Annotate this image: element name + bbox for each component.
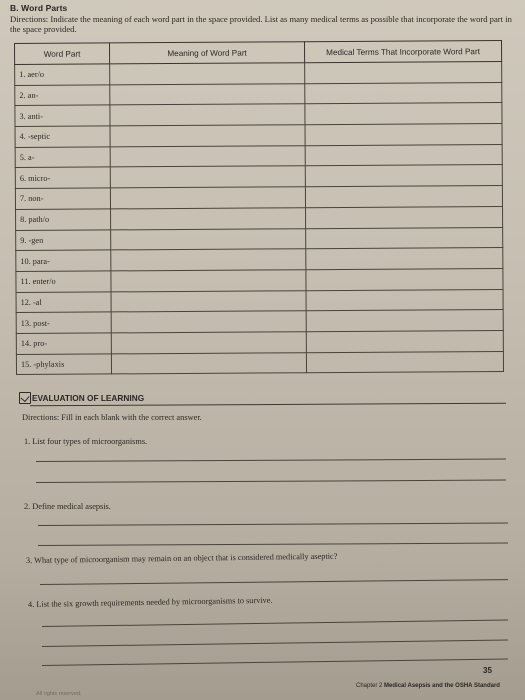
table-row <box>16 330 503 354</box>
table-row <box>15 82 502 106</box>
terms-cell[interactable] <box>306 227 503 249</box>
terms-cell[interactable] <box>305 62 502 84</box>
answer-line[interactable] <box>42 619 508 627</box>
word-part-cell: 15. -phylaxis <box>16 354 111 375</box>
terms-cell[interactable] <box>306 330 503 352</box>
word-part-cell: 5. a- <box>15 147 110 168</box>
word-part-cell: 11. enter/o <box>16 271 111 292</box>
terms-cell[interactable] <box>305 124 502 146</box>
word-part-cell: 14. pro- <box>16 333 111 354</box>
table-row <box>16 310 503 334</box>
chapter-footer <box>356 683 500 689</box>
directions-text: Indicate the meaning of each word part in the space provided. List as many medical terms as possible that incorporate the word part in the space provided. <box>10 14 512 34</box>
table-row <box>15 62 502 86</box>
table-row <box>16 227 503 251</box>
terms-cell[interactable] <box>306 310 503 332</box>
evaluation-title: EVALUATION OF LEARNING <box>32 393 145 403</box>
table-row <box>15 186 502 210</box>
question-1: 1. List four types of microorganisms. <box>24 437 148 446</box>
word-part-cell: 6. micro- <box>15 167 110 188</box>
table-row <box>16 248 503 272</box>
terms-cell[interactable] <box>305 165 502 187</box>
question-2: 2. Define medical asepsis. <box>24 502 111 511</box>
evaluation-rule <box>30 403 506 406</box>
table-row <box>15 144 502 168</box>
word-part-cell: 10. para- <box>16 250 111 271</box>
header-meaning: Meaning of Word Part <box>110 42 305 64</box>
terms-cell[interactable] <box>305 103 502 125</box>
table-row <box>15 124 502 148</box>
terms-cell[interactable] <box>306 351 503 373</box>
answer-line[interactable] <box>42 658 508 666</box>
word-part-cell: 7. non- <box>15 188 110 209</box>
terms-cell[interactable] <box>306 289 503 311</box>
evaluation-directions: Directions: Fill in each blank with the correct answer. <box>22 413 202 422</box>
meaning-cell[interactable] <box>111 311 306 333</box>
question-3: 3. What type of microorganism may remain on an object that is considered medically aseptic? <box>25 551 338 565</box>
answer-line[interactable] <box>40 579 508 585</box>
header-medical-terms: Medical Terms That Incorporate Word Part <box>304 41 501 63</box>
answer-line[interactable] <box>38 523 508 526</box>
directions-lead: Directions: <box>10 14 49 24</box>
word-part-cell: 2. an- <box>15 85 110 106</box>
word-part-cell: 9. -gen <box>16 229 111 250</box>
meaning-cell[interactable] <box>111 352 306 374</box>
terms-cell[interactable] <box>306 206 503 228</box>
chapter-label: Chapter 2 <box>356 683 383 689</box>
word-part-cell: 8. path/o <box>16 209 111 230</box>
copyright-text: All rights reserved. <box>36 691 82 697</box>
table-row <box>16 289 503 313</box>
meaning-cell[interactable] <box>111 249 306 271</box>
word-part-cell: 3. anti- <box>15 105 110 126</box>
section-title: B. Word Parts <box>10 3 68 13</box>
terms-cell[interactable] <box>306 248 503 270</box>
meaning-cell[interactable] <box>111 208 306 230</box>
chapter-title: Medical Asepsis and the OSHA Standard <box>384 683 500 689</box>
table-row <box>16 268 503 292</box>
answer-line[interactable] <box>38 543 508 546</box>
checklist-icon <box>19 392 31 404</box>
terms-cell[interactable] <box>305 186 502 208</box>
meaning-cell[interactable] <box>111 270 306 292</box>
meaning-cell[interactable] <box>111 332 306 354</box>
answer-line[interactable] <box>36 480 506 483</box>
word-part-cell: 1. aer/o <box>15 64 110 85</box>
meaning-cell[interactable] <box>110 125 305 147</box>
word-part-cell: 12. -al <box>16 291 111 312</box>
meaning-cell[interactable] <box>110 83 305 105</box>
question-4: 4. List the six growth requirements needed by microorganisms to survive. <box>27 595 273 609</box>
word-part-cell: 4. -septic <box>15 126 110 147</box>
table-row <box>16 351 503 375</box>
terms-cell[interactable] <box>305 144 502 166</box>
meaning-cell[interactable] <box>111 290 306 312</box>
answer-line[interactable] <box>42 639 508 647</box>
terms-cell[interactable] <box>306 268 503 290</box>
meaning-cell[interactable] <box>110 187 305 209</box>
meaning-cell[interactable] <box>110 63 305 85</box>
meaning-cell[interactable] <box>110 145 305 167</box>
table-row <box>15 103 502 127</box>
page-number: 35 <box>483 666 492 675</box>
answer-line[interactable] <box>36 459 506 462</box>
meaning-cell[interactable] <box>110 104 305 126</box>
meaning-cell[interactable] <box>110 166 305 188</box>
section-directions <box>10 15 515 34</box>
word-part-cell: 13. post- <box>16 312 111 333</box>
table-row <box>16 206 503 230</box>
meaning-cell[interactable] <box>111 228 306 250</box>
table-row <box>15 165 502 189</box>
word-parts-table <box>14 40 504 375</box>
header-word-part: Word Part <box>15 43 110 65</box>
terms-cell[interactable] <box>305 82 502 104</box>
table-header-row <box>15 41 502 65</box>
